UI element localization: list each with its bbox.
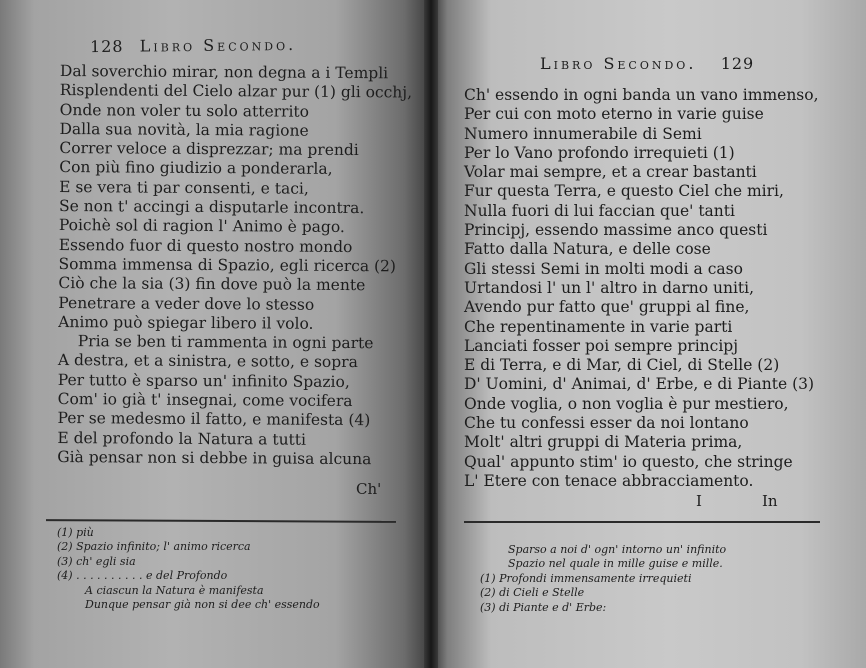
- verse-line: Qual' appunto stim' io questo, che stringe: [464, 452, 793, 471]
- verse-line: E se vera ti par consenti, e taci,: [59, 177, 309, 198]
- verse-line: Per tutto è sparso un' infinito Spazio,: [57, 370, 350, 391]
- footnote: (3) ch' egli sia: [57, 554, 136, 568]
- verse-line: Che tu confessi esser da noi lontano: [464, 414, 749, 433]
- verse-line: Dalla sua novità, la mia ragione: [59, 119, 309, 140]
- verse-line: Ch' essendo in ogni banda un vano immenso,: [464, 86, 819, 104]
- left-running-title: Libro Secondo.: [139, 34, 297, 56]
- verse-line: Numero innumerabile di Semi: [464, 124, 702, 143]
- verse-line: Pria se ben ti rammenta in ogni parte: [57, 332, 374, 353]
- footnote: Spazio nel quale in mille guise e mille.: [508, 557, 723, 571]
- footnote: Dunque pensar già non si dee ch' essendo: [85, 597, 320, 611]
- footnote: (2) di Cieli e Stelle: [480, 586, 585, 600]
- verse-line: Animo può spiegar libero il volo.: [58, 312, 314, 333]
- left-footnote-rule: [46, 519, 396, 523]
- verse-line: Fatto dalla Natura, e delle cose: [464, 240, 711, 259]
- verse-line: Com' io già t' insegnai, come vocifera: [57, 390, 353, 411]
- verse-line: Principj, essendo massime anco questi: [464, 221, 768, 240]
- verse-line: Gli stessi Semi in molti modi a caso: [464, 259, 743, 278]
- left-page: [0, 0, 430, 668]
- footnote: (1) più: [57, 526, 94, 539]
- verse-line: D' Uomini, d' Animai, d' Erbe, e di Piante (3): [464, 375, 815, 394]
- footnote: (1) Profondi immensamente irrequieti: [480, 571, 692, 585]
- footnote: (4) . . . . . . . . . . e del Profondo: [57, 569, 228, 583]
- left-running-head: [90, 35, 296, 56]
- verse-line: Con più fino giudizio a ponderarla,: [59, 158, 333, 179]
- verse-line: Fur questa Terra, e questo Ciel che miri,: [464, 182, 784, 201]
- verse-line: Urtandosi l' un l' altro in darno uniti,: [464, 278, 755, 297]
- verse-line: A destra, et a sinistra, e sotto, e sopra: [57, 351, 358, 372]
- right-catch-row: [696, 492, 778, 510]
- right-page: [430, 0, 866, 668]
- verse-line: Già pensar non si debbe in guisa alcuna: [57, 447, 372, 469]
- verse-line: Ciò che la sia (3) fin dove può la mente: [58, 274, 366, 295]
- verse-line: Onde voglia, o non voglia è pur mestiero,: [464, 394, 789, 413]
- verse-line: Per lo Vano profondo irrequieti (1): [464, 143, 735, 162]
- verse-line: Avendo pur fatto que' gruppi al fine,: [464, 298, 750, 317]
- right-footnote-rule: [464, 521, 820, 523]
- verse-line: L' Etere con tenace abbracciamento.: [464, 471, 754, 490]
- left-page-number: 128: [89, 36, 124, 57]
- verse-line: Risplendenti del Cielo alzar pur (1) gli occhj,: [59, 81, 413, 102]
- right-running-head: [540, 54, 754, 73]
- signature-mark: I: [696, 492, 762, 510]
- verse-line: Essendo fuor di questo nostro mondo: [58, 235, 353, 256]
- book-gutter: [424, 0, 438, 668]
- right-verse-block: [464, 86, 819, 491]
- verse-line: Che repentinamente in varie parti: [464, 317, 733, 336]
- footnote: (2) Spazio infinito; l' animo ricerca: [57, 540, 251, 554]
- verse-line: Penetrare a veder dove lo stesso: [58, 293, 315, 314]
- right-running-title: Libro Secondo.: [540, 54, 697, 73]
- verse-line: Correr veloce a disprezzar; ma prendi: [59, 139, 359, 160]
- right-catchword: In: [761, 492, 778, 510]
- left-verse-block: [57, 62, 412, 470]
- verse-line: Volar mai sempre, et a crear bastanti: [464, 163, 757, 182]
- footnote: A ciascun la Natura è manifesta: [85, 583, 264, 597]
- verse-line: E del profondo la Natura a tutti: [57, 428, 307, 449]
- verse-line: Somma immensa di Spazio, egli ricerca (2): [58, 254, 397, 276]
- right-page-number: 129: [720, 54, 755, 73]
- verse-line: Onde non voler tu solo atterrito: [59, 100, 310, 121]
- right-footnotes: [480, 543, 726, 615]
- verse-line: Per se medesmo il fatto, e manifesta (4): [57, 409, 371, 430]
- verse-line: Molt' altri gruppi di Materia prima,: [464, 433, 743, 452]
- verse-line: Se non t' accingi a disputarle incontra.: [58, 197, 365, 218]
- verse-line: Nulla fuori di lui faccian que' tanti: [464, 201, 735, 220]
- footnote: (3) di Piante e d' Erbe:: [480, 600, 607, 614]
- verse-line: Per cui con moto eterno in varie guise: [464, 105, 764, 124]
- footnote: Sparso a noi d' ogn' intorno un' infinito: [508, 543, 727, 556]
- left-catchword: Ch': [356, 480, 382, 498]
- verse-line: Dal soverchio mirar, non degna a i Templi: [59, 62, 389, 83]
- verse-line: Lanciati fosser poi sempre principj: [464, 336, 739, 355]
- verse-line: Poichè sol di ragion l' Animo è pago.: [58, 216, 345, 237]
- verse-line: E di Terra, e di Mar, di Ciel, di Stelle (2): [464, 356, 780, 375]
- left-footnotes: [57, 526, 320, 612]
